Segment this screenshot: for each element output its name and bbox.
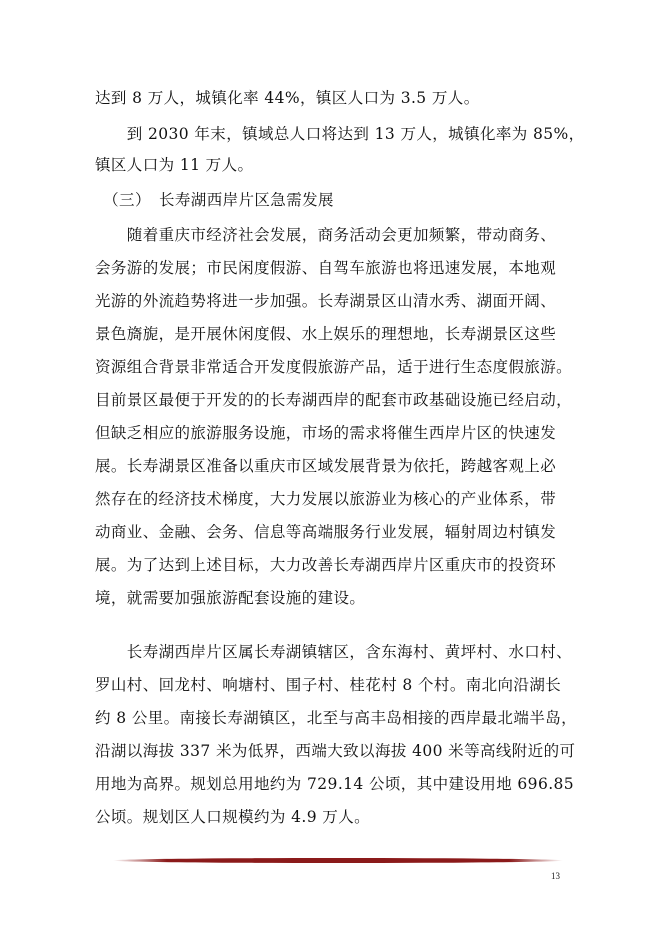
body-text-line: 景色旖旎，是开展休闲度假、水上娱乐的理想地，长寿湖景区这些 xyxy=(95,325,557,343)
body-text-line: 约 8 公里。南接长寿湖镇区，北至与高丰岛相接的西岸最北端半岛， xyxy=(95,709,578,727)
body-text-line: 展。为了达到上述目标，大力改善长寿湖西岸片区重庆市的投资环 xyxy=(95,556,557,574)
body-text-line: 目前景区最便于开发的的长寿湖西岸的配套市政基础设施已经启动， xyxy=(95,391,573,409)
body-text-line: 展。长寿湖景区准备以重庆市区域发展背景为依托，跨越客观上必 xyxy=(95,457,557,475)
body-text-line: 随着重庆市经济社会发展，商务活动会更加频繁，带动商务、 xyxy=(95,226,557,244)
body-text-line: 会务游的发展；市民闲度假游、自驾车旅游也将迅速发展，本地观 xyxy=(95,259,557,277)
body-text-line: 达到 8 万人，城镇化率 44%，镇区人口为 3.5 万人。 xyxy=(95,89,480,107)
body-text-line: 然存在的经济技术梯度，大力发展以旅游业为核心的产业体系，带 xyxy=(95,490,557,508)
body-text-line: 到 2030 年末，镇域总人口将达到 13 万人，城镇化率为 85%， xyxy=(95,125,585,143)
body-text-line: 资源组合背景非常适合开发度假旅游产品，适于进行生态度假旅游。 xyxy=(95,358,573,376)
page-number: 13 xyxy=(551,871,560,881)
body-text-line: 用地为高界。规划总用地约为 729.14 公顷，其中建设用地 696.85 xyxy=(95,775,575,793)
body-text-line: 长寿湖西岸片区属长寿湖镇辖区，含东海村、黄坪村、水口村、 xyxy=(95,643,573,661)
body-text-line: 镇区人口为 11 万人。 xyxy=(95,156,254,174)
body-text-line: 公顷。规划区人口规模约为 4.9 万人。 xyxy=(95,808,371,826)
body-text-line: 但缺乏相应的旅游服务设施，市场的需求将催生西岸片区的快速发 xyxy=(95,424,557,442)
body-text-line: 沿湖以海拔 337 米为低界，西端大致以海拔 400 米等高线附近的可 xyxy=(95,742,576,760)
section-heading: （三） 长寿湖西岸片区急需发展 xyxy=(95,191,334,209)
body-text-line: 光游的外流趋势将进一步加强。长寿湖景区山清水秀、湖面开阔、 xyxy=(95,292,557,310)
body-text-line: 罗山村、回龙村、响塘村、围子村、桂花村 8 个村。南北向沿湖长 xyxy=(95,676,562,694)
body-text-line: 动商业、金融、会务、信息等高端服务行业发展，辐射周边村镇发 xyxy=(95,523,557,541)
footer-divider xyxy=(113,858,563,863)
body-text-line: 境，就需要加强旅游配套设施的建设。 xyxy=(95,589,366,607)
